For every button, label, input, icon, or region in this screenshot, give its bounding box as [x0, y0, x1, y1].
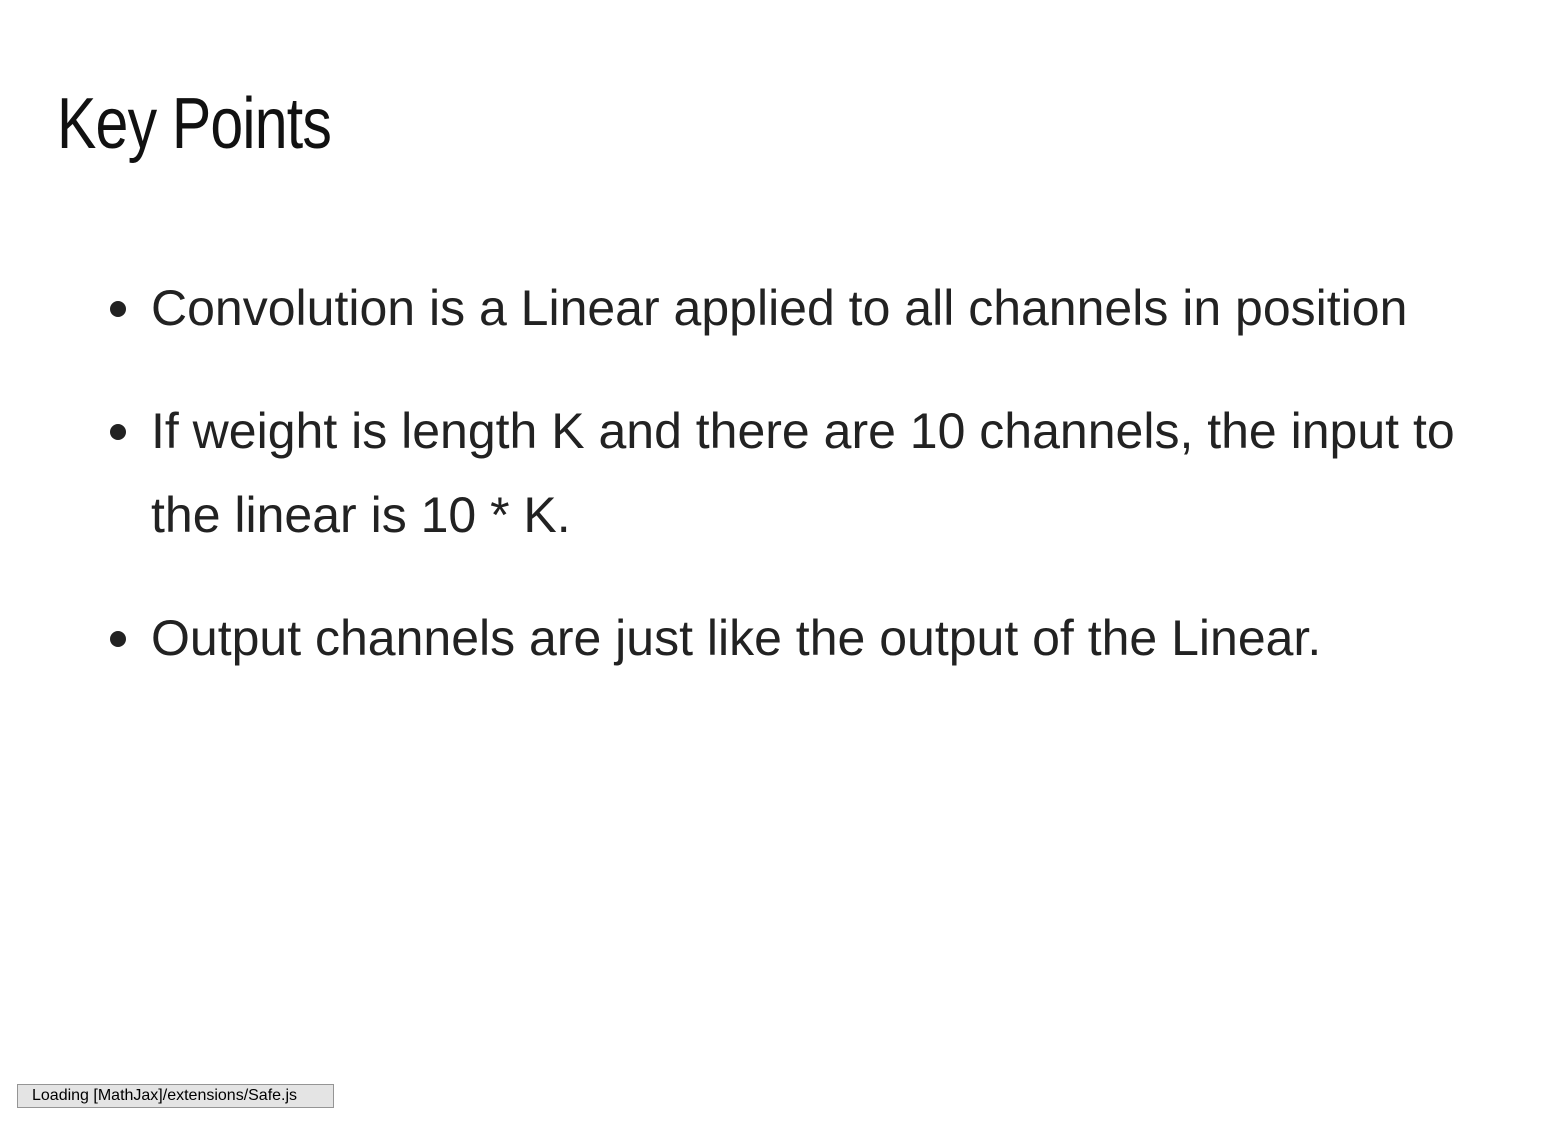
list-item [0, 389, 1471, 557]
bullet-text: Output channels are just like the output of the Linear. [151, 610, 1322, 666]
mathjax-loading-status: Loading [MathJax]/extensions/Safe.js [17, 1084, 334, 1108]
bullet-text: If weight is length K and there are 10 channels, the input to the linear is 10 * K. [151, 403, 1455, 543]
slide-title: Key Points [57, 84, 332, 164]
list-item [0, 596, 1471, 680]
bullet-icon [110, 631, 126, 647]
bullet-text: Convolution is a Linear applied to all channels in position [151, 280, 1408, 336]
key-points-list [0, 266, 1561, 719]
bullet-icon [110, 301, 126, 317]
bullet-icon [110, 424, 126, 440]
list-item [0, 266, 1471, 350]
